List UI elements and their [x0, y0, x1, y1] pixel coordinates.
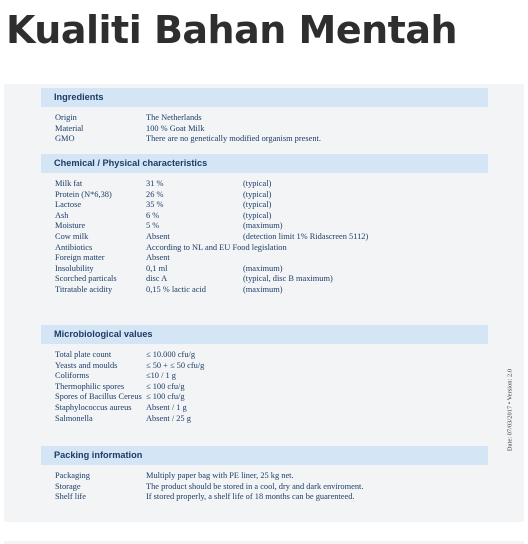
spec-row: Foreign matter Absent: [55, 253, 170, 263]
spec-row: Coliforms ≤10 / 1 g: [55, 371, 176, 381]
spec-row: Storage The product should be stored in a cool, dry and dark enviroment.: [55, 481, 364, 491]
spec-row: Shelf life If stored properly, a shelf life of 18 months can be guarenteed.: [55, 492, 355, 502]
spec-row: Titratable acidity 0,15 % lactic acid (maximum): [55, 284, 283, 294]
section-header: Ingredients: [41, 88, 488, 107]
spec-row: Thermophilic spores ≤ 100 cfu/g: [55, 381, 185, 391]
section-chemical-physical: [41, 154, 488, 296]
page-title: Kualiti Bahan Mentah: [6, 8, 458, 52]
spec-row: Yeasts and moulds ≤ 50 + ≤ 50 cfu/g: [55, 360, 205, 370]
section-header: Chemical / Physical characteristics: [41, 154, 488, 173]
spec-row: Cow milk Absent (detection limit 1% Ridascreen 5112): [55, 231, 369, 241]
section-ingredients: [41, 88, 488, 145]
section-header: Microbiological values: [41, 325, 488, 344]
date-version-note: Date: 07/03/2017 • Version: 2.0: [506, 368, 514, 452]
spec-row: Milk fat 31 % (typical): [55, 179, 272, 188]
spec-row: Antibiotics According to NL and EU Food legislation: [55, 242, 287, 252]
spec-row: Origin The Netherlands: [55, 113, 202, 122]
spec-row: Lactose 35 % (typical): [55, 200, 272, 210]
spec-row: Insolubility 0,1 ml (maximum): [55, 263, 283, 273]
spec-row: Protein (N*6,38) 26 % (typical): [55, 189, 272, 199]
spec-row: Scorched particals disc A (typical, disc B maximum): [55, 274, 333, 284]
spec-row: Salmonella Absent / 25 g: [55, 413, 191, 423]
spec-row: Material 100 % Goat Milk: [55, 123, 205, 133]
spec-row: Ash 6 % (typical): [55, 210, 272, 220]
spec-row: Total plate count ≤ 10.000 cfu/g: [55, 350, 196, 359]
section-microbiological: [41, 325, 488, 424]
spec-row: Staphylococcus aureus Absent / 1 g: [55, 402, 187, 412]
spec-row: GMO There are no genetically modified organism present.: [55, 134, 321, 144]
section-packing: [41, 446, 488, 503]
spec-row: Packaging Multiply paper bag with PE liner, 25 kg net.: [55, 471, 294, 480]
spec-row: Moisture 5 % (maximum): [55, 221, 283, 231]
spec-row: Spores of Bacillus Cereus ≤ 100 cfu/g: [55, 392, 185, 402]
section-header: Packing information: [41, 446, 488, 465]
